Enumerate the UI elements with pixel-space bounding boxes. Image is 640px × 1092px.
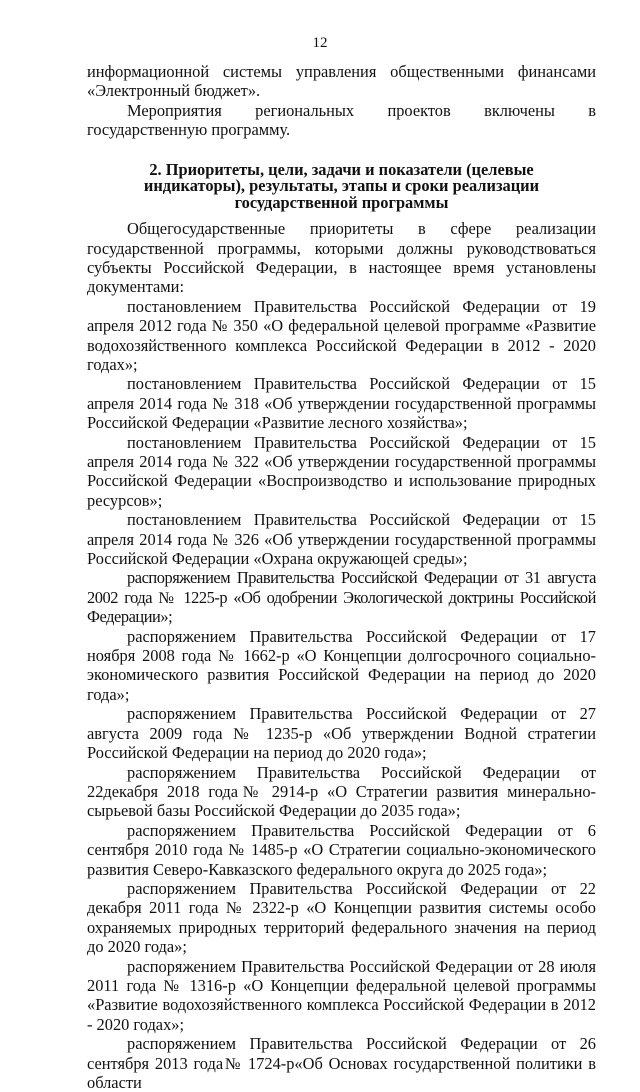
- intro-paragraph-1: информационной системы управления общественными финансами «Электронный бюджет».: [87, 62, 596, 101]
- paragraph-priorities: Общегосударственные приоритеты в сфере реализации государственной программы, которыми должны руководствоваться субъекты Российской Федерации, в настоящее время установлены документами:: [87, 219, 596, 297]
- paragraph-order-2322: распоряжением Правительства Российской Федерации от 22 декабря 2011 года № 2322-р «О Концепции развития системы особо охраняемых природных территорий федерального значения на период до 2020 года»;: [87, 878, 596, 957]
- intro-paragraph-2: Мероприятия региональных проектов включены в государственную программу.: [87, 100, 596, 140]
- paragraph-order-1225: распоряжением Правительства Российской Федерации от 31 августа 2002 года № 1225-р «Об одобрении Экологической доктрины Российской Федерации»;: [87, 568, 596, 627]
- paragraph-decree-326: постановлением Правительства Российской Федерации от 15 апреля 2014 года № 326 «Об утверждении государственной программы Российской Федерации «Охрана окружающей среды»;: [87, 510, 596, 569]
- paragraph-order-1662: распоряжением Правительства Российской Федерации от 17 ноября 2008 года № 1662-р «О Концепции долгосрочного социально-экономического развития Российской Федерации на период до 2020 года»;: [87, 626, 596, 704]
- section-heading: 2. Приоритеты, цели, задачи и показатели (целевые индикаторы), результаты, этапы и сроки реализации государственной программы: [143, 159, 540, 212]
- paragraph-order-1485: распоряжением Правительства Российской Федерации от 6 сентября 2010 года № 1485-р «О Стратегии социально-экономического развития Северо-Кавказского федерального округа до 2025 года»;: [87, 820, 596, 879]
- paragraph-order-2914: распоряжением Правительства Российской Федерации от 22декабря 2018 года№ 2914-р «О Стратегии развития минерально-сырьевой базы Российской Федерации до 2035 года»;: [87, 762, 596, 821]
- paragraph-order-1724: распоряжением Правительства Российской Федерации от 26 сентября 2013 года№ 1724-р«Об Основах государственной политики в области: [87, 1034, 596, 1092]
- paragraph-order-1235: распоряжением Правительства Российской Федерации от 27 августа 2009 года № 1235-р «Об утверждении Водной стратегии Российской Федерации на период до 2020 года»;: [87, 704, 596, 763]
- paragraph-order-1316: распоряжением Правительства Российской Федерации от 28 июля 2011 года № 1316-р «О Концепции федеральной целевой программы «Развитие водохозяйственного комплекса Российской Федерации в 2012 - 2020 годах»;: [87, 956, 596, 1034]
- paragraph-decree-322: постановлением Правительства Российской Федерации от 15 апреля 2014 года № 322 «Об утверждении государственной программы Российской Федерации «Воспроизводство и использование природных ресурсов»;: [87, 432, 596, 510]
- page-body: [87, 62, 596, 1092]
- paragraph-decree-350: постановлением Правительства Российской Федерации от 19 апреля 2012 года № 350 «О федеральной целевой программе «Развитие водохозяйственного комплекса Российской Федерации в 2012 - 2020 годах»;: [87, 296, 596, 374]
- paragraph-decree-318: постановлением Правительства Российской Федерации от 15 апреля 2014 года № 318 «Об утверждении государственной программы Российской Федерации «Развитие лесного хозяйства»;: [87, 374, 596, 433]
- page-number: 12: [312, 35, 328, 51]
